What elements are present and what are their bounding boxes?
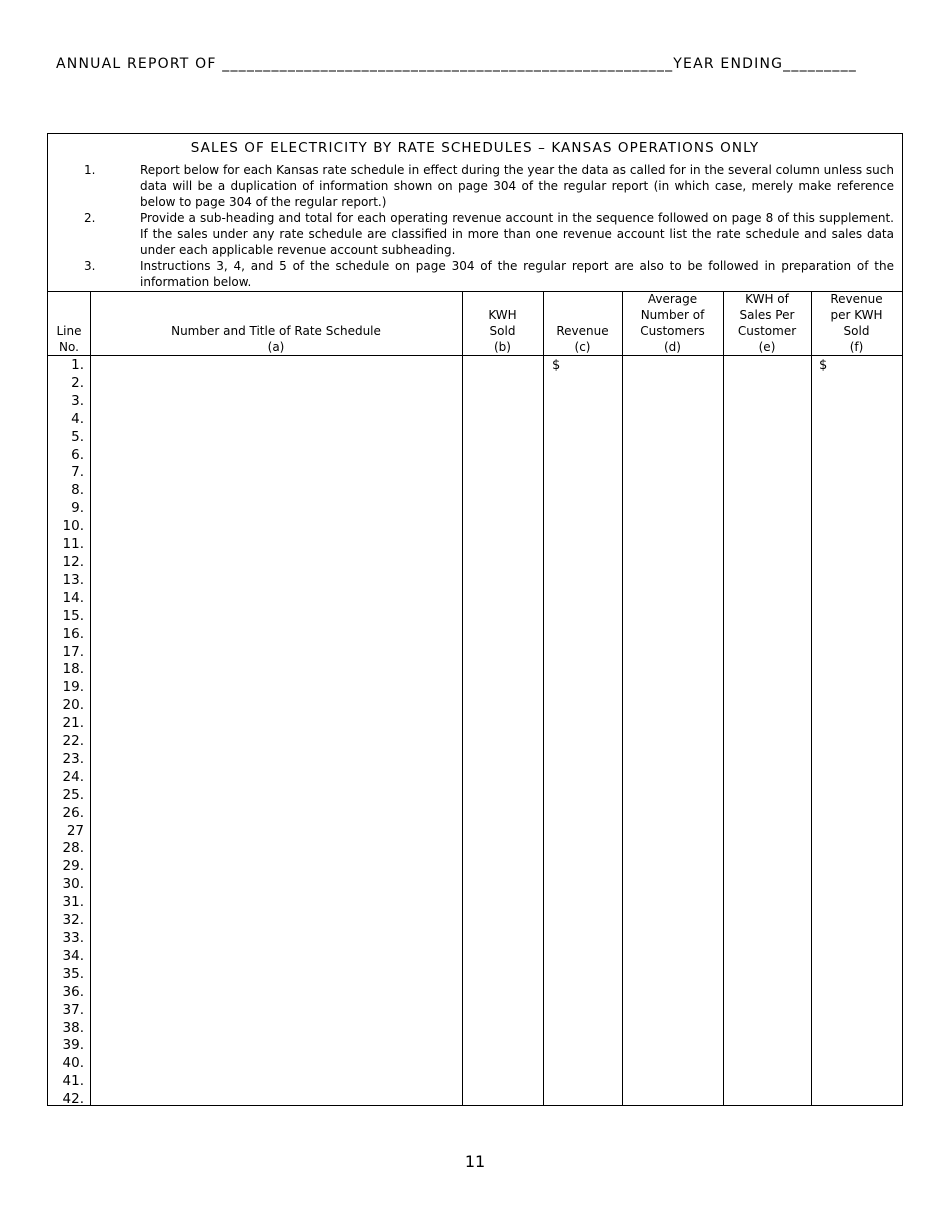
line-number: 12. [62, 553, 84, 570]
header-divider [48, 355, 902, 356]
line-number: 18. [62, 661, 84, 678]
schedule-form [47, 133, 903, 1106]
line-number: 29. [62, 858, 84, 875]
header-text: No. [59, 340, 79, 354]
line-number: 11. [62, 536, 84, 553]
line-number: 13. [62, 571, 84, 588]
instruction-number: 1. [84, 163, 96, 177]
header-text: per KWH [830, 308, 883, 322]
header-text: Revenue [830, 292, 883, 306]
line-number: 19. [62, 679, 84, 696]
column-header-line-no [48, 291, 90, 355]
header-text: Revenue [556, 324, 609, 338]
line-number: 22. [62, 733, 84, 750]
column-header-kwh-per-customer [723, 291, 811, 355]
header-text: (f) [849, 340, 864, 354]
header-text: Average [647, 292, 698, 306]
line-number: 38. [62, 1019, 84, 1036]
line-number: 5. [71, 428, 84, 445]
column-divider [811, 291, 812, 1105]
header-text: (b) [494, 340, 511, 354]
line-number: 4. [71, 410, 84, 427]
line-number: 23. [62, 750, 84, 767]
line-number: 6. [71, 446, 84, 463]
line-number: 30. [62, 876, 84, 893]
year-ending-label: YEAR ENDING [673, 56, 784, 72]
header-text: Sold [843, 324, 870, 338]
header-text: Sales Per [739, 308, 795, 322]
column-divider [622, 291, 623, 1105]
header-text: Customers [640, 324, 705, 338]
schedule-title: SALES OF ELECTRICITY BY RATE SCHEDULES – KANSAS OPERATIONS ONLY [190, 140, 760, 156]
header-text: Line [56, 324, 82, 338]
revenue-per-kwh-currency-symbol: $ [819, 358, 828, 373]
line-number: 40. [62, 1055, 84, 1072]
line-number: 16. [62, 625, 84, 642]
header-text: (e) [758, 340, 776, 354]
line-number: 9. [71, 500, 84, 517]
line-number: 3. [71, 392, 84, 409]
line-number: 2. [71, 374, 84, 391]
header-text: Customer [737, 324, 797, 338]
header-text: Number and Title of Rate Schedule [171, 324, 381, 338]
header-text: KWH of [745, 292, 789, 306]
column-header-kwh-sold [462, 291, 543, 355]
line-number: 26. [62, 804, 84, 821]
line-number: 31. [62, 894, 84, 911]
company-name-blank[interactable]: _______________________________________________________ [222, 56, 674, 72]
column-header-rate-schedule [90, 291, 462, 355]
revenue-currency-symbol: $ [552, 358, 561, 373]
line-number: 32. [62, 912, 84, 929]
column-divider [90, 291, 91, 1105]
column-divider [543, 291, 544, 1105]
line-number: 20. [62, 697, 84, 714]
line-number: 8. [71, 482, 84, 499]
instructions-section [48, 134, 902, 292]
line-number: 28. [62, 840, 84, 857]
column-divider [462, 291, 463, 1105]
header-text: (d) [664, 340, 681, 354]
column-divider [723, 291, 724, 1105]
line-number: 35. [62, 965, 84, 982]
line-number: 33. [62, 930, 84, 946]
instruction-text: Instructions 3, 4, and 5 of the schedule on page 304 of the regular report are also to be followed in preparation of the information below. [140, 259, 894, 289]
year-ending-blank[interactable]: _________ [783, 56, 857, 72]
line-number: 39. [62, 1037, 84, 1054]
line-number: 24. [62, 768, 84, 785]
instruction-text: Provide a sub-heading and total for each operating revenue account in the sequence followed on page 8 of this supplement. If the sales under any rate schedule are classified in more than one revenue account list the rate schedule and sales data under each applicable revenue account subheading. [140, 211, 894, 257]
line-number: 25. [62, 786, 84, 803]
line-number: 17. [62, 643, 84, 660]
line-number: 7. [71, 464, 84, 481]
page-number: 11 [464, 1152, 486, 1171]
line-number: 1. [71, 357, 84, 373]
line-number: 21. [62, 715, 84, 732]
line-number: 14. [62, 589, 84, 606]
column-header-revenue [543, 291, 622, 355]
column-header-avg-customers [622, 291, 723, 355]
header-text: (c) [574, 340, 591, 354]
header-text: Number of [640, 308, 705, 322]
line-number: 41. [62, 1073, 84, 1090]
header-text: KWH [488, 308, 517, 322]
instruction-text: Report below for each Kansas rate schedule in effect during the year the data as called for in the several column unless such data will be a duplication of information shown on page 304 of the regular report (in which case, merely make reference below to page 304 of the regular report.) [140, 163, 894, 209]
instruction-number: 3. [84, 259, 96, 273]
line-number: 34. [62, 947, 84, 964]
line-number: 37. [62, 1001, 84, 1018]
line-number: 36. [62, 983, 84, 1000]
annual-report-label: ANNUAL REPORT OF [56, 56, 223, 72]
line-number: 10. [62, 518, 84, 535]
header-text: Sold [489, 324, 516, 338]
instruction-number: 2. [84, 211, 96, 225]
line-number-list [48, 357, 90, 1109]
line-number: 27 [66, 822, 84, 839]
line-number: 42. [62, 1091, 84, 1108]
header-text: (a) [267, 340, 285, 354]
line-number: 15. [62, 607, 84, 624]
report-header [56, 56, 886, 72]
column-header-revenue-per-kwh [811, 291, 902, 355]
